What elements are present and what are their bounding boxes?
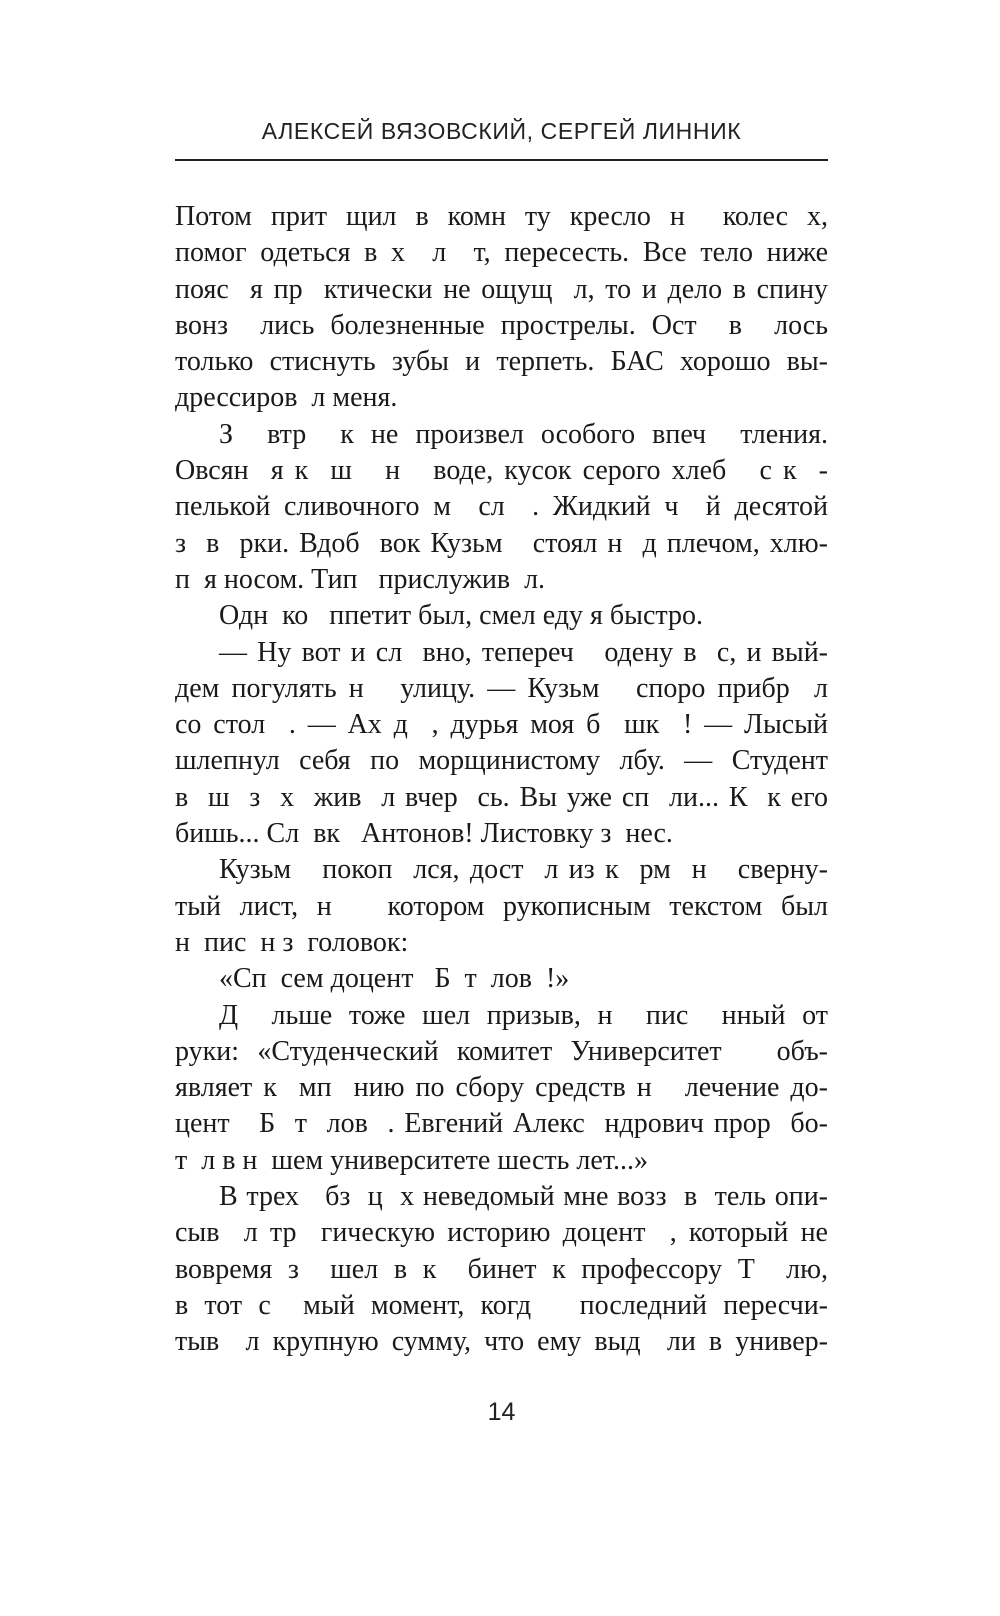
text-line: дрессиров л меня. bbox=[175, 382, 398, 414]
text-line: Потом прит щил в комн ту кресло н колес х, bbox=[175, 201, 828, 232]
text-line: пояс я пр ктически не ощущ л, то и дело в спину bbox=[175, 273, 828, 305]
text-line: в тот с мый момент, когд последний пересчи- bbox=[175, 1289, 828, 1321]
text-line: сыв л тр гическую историю доцент , который не bbox=[175, 1217, 828, 1249]
text-line: в ш з х жив л вчер сь. Вы уже сп ли... К к его bbox=[175, 781, 828, 813]
text-line: з в рки. Вдоб вок Кузьм стоял н д плечом, хлю- bbox=[175, 527, 828, 559]
text-line: «Сп сем доцент Б т лов !» bbox=[219, 963, 570, 995]
text-line: являет к мп нию по сбору средств н лечение до- bbox=[175, 1072, 828, 1104]
text-line: пелькой сливочного м сл . Жидкий ч й десятой bbox=[175, 491, 828, 523]
page-number: 14 bbox=[487, 1398, 516, 1426]
body-text bbox=[175, 199, 828, 1361]
text-line: — Ну вот и сл вно, тепереч одену в с, и вый- bbox=[219, 636, 828, 668]
text-line: тый лист, н котором рукописным текстом был bbox=[175, 890, 828, 922]
text-line: бишь... Сл вк Антонов! Листовку з нес. bbox=[175, 818, 673, 850]
text-line: вовремя з шел в к бинет к профессору Т лю, bbox=[175, 1253, 828, 1285]
text-line: дем погулять н улицу. — Кузьм споро прибр л bbox=[175, 672, 828, 704]
text-line: вонз лись болезненные прострелы. Ост в лось bbox=[175, 309, 828, 341]
text-line: цент Б т лов . Евгений Алекс ндрович прор бо- bbox=[175, 1108, 828, 1140]
text-line: т л в н шем университете шесть лет...» bbox=[175, 1144, 648, 1176]
text-line: З втр к не произвел особого впеч тления. bbox=[219, 418, 828, 450]
text-line: В трех бз ц х неведомый мне возз в тель опи- bbox=[219, 1181, 828, 1213]
text-line: Кузьм покоп лся, дост л из к рм н сверну- bbox=[219, 854, 828, 886]
text-line: Овсян я к ш н воде, кусок серого хлеб с к - bbox=[175, 455, 828, 487]
text-line: Одн ко ппетит был, смел еду я быстро. bbox=[219, 600, 703, 632]
text-line: со стол . — Ах д , дурья моя б шк ! — Лысый bbox=[175, 709, 828, 741]
text-line: п я носом. Тип прислужив л. bbox=[175, 563, 546, 595]
text-line: шлепнул себя по морщинистому лбу. — Студент bbox=[175, 745, 828, 777]
header-rule bbox=[175, 159, 828, 161]
text-line: тыв л крупную сумму, что ему выд ли в универ- bbox=[175, 1326, 828, 1358]
text-line: н пис н з головок: bbox=[175, 926, 409, 958]
text-line: руки: «Студенческий комитет Университет объ- bbox=[175, 1035, 828, 1067]
running-head-title: АЛЕКСЕЙ ВЯЗОВСКИЙ, СЕРГЕЙ ЛИННИК bbox=[261, 118, 742, 144]
text-line: Д льше тоже шел призыв, н пис нный от bbox=[219, 999, 828, 1031]
text-line: только стиснуть зубы и терпеть. БАС хорошо вы- bbox=[175, 346, 828, 378]
text-line: помог одеться в х л т, пересесть. Все тело ниже bbox=[175, 237, 828, 269]
